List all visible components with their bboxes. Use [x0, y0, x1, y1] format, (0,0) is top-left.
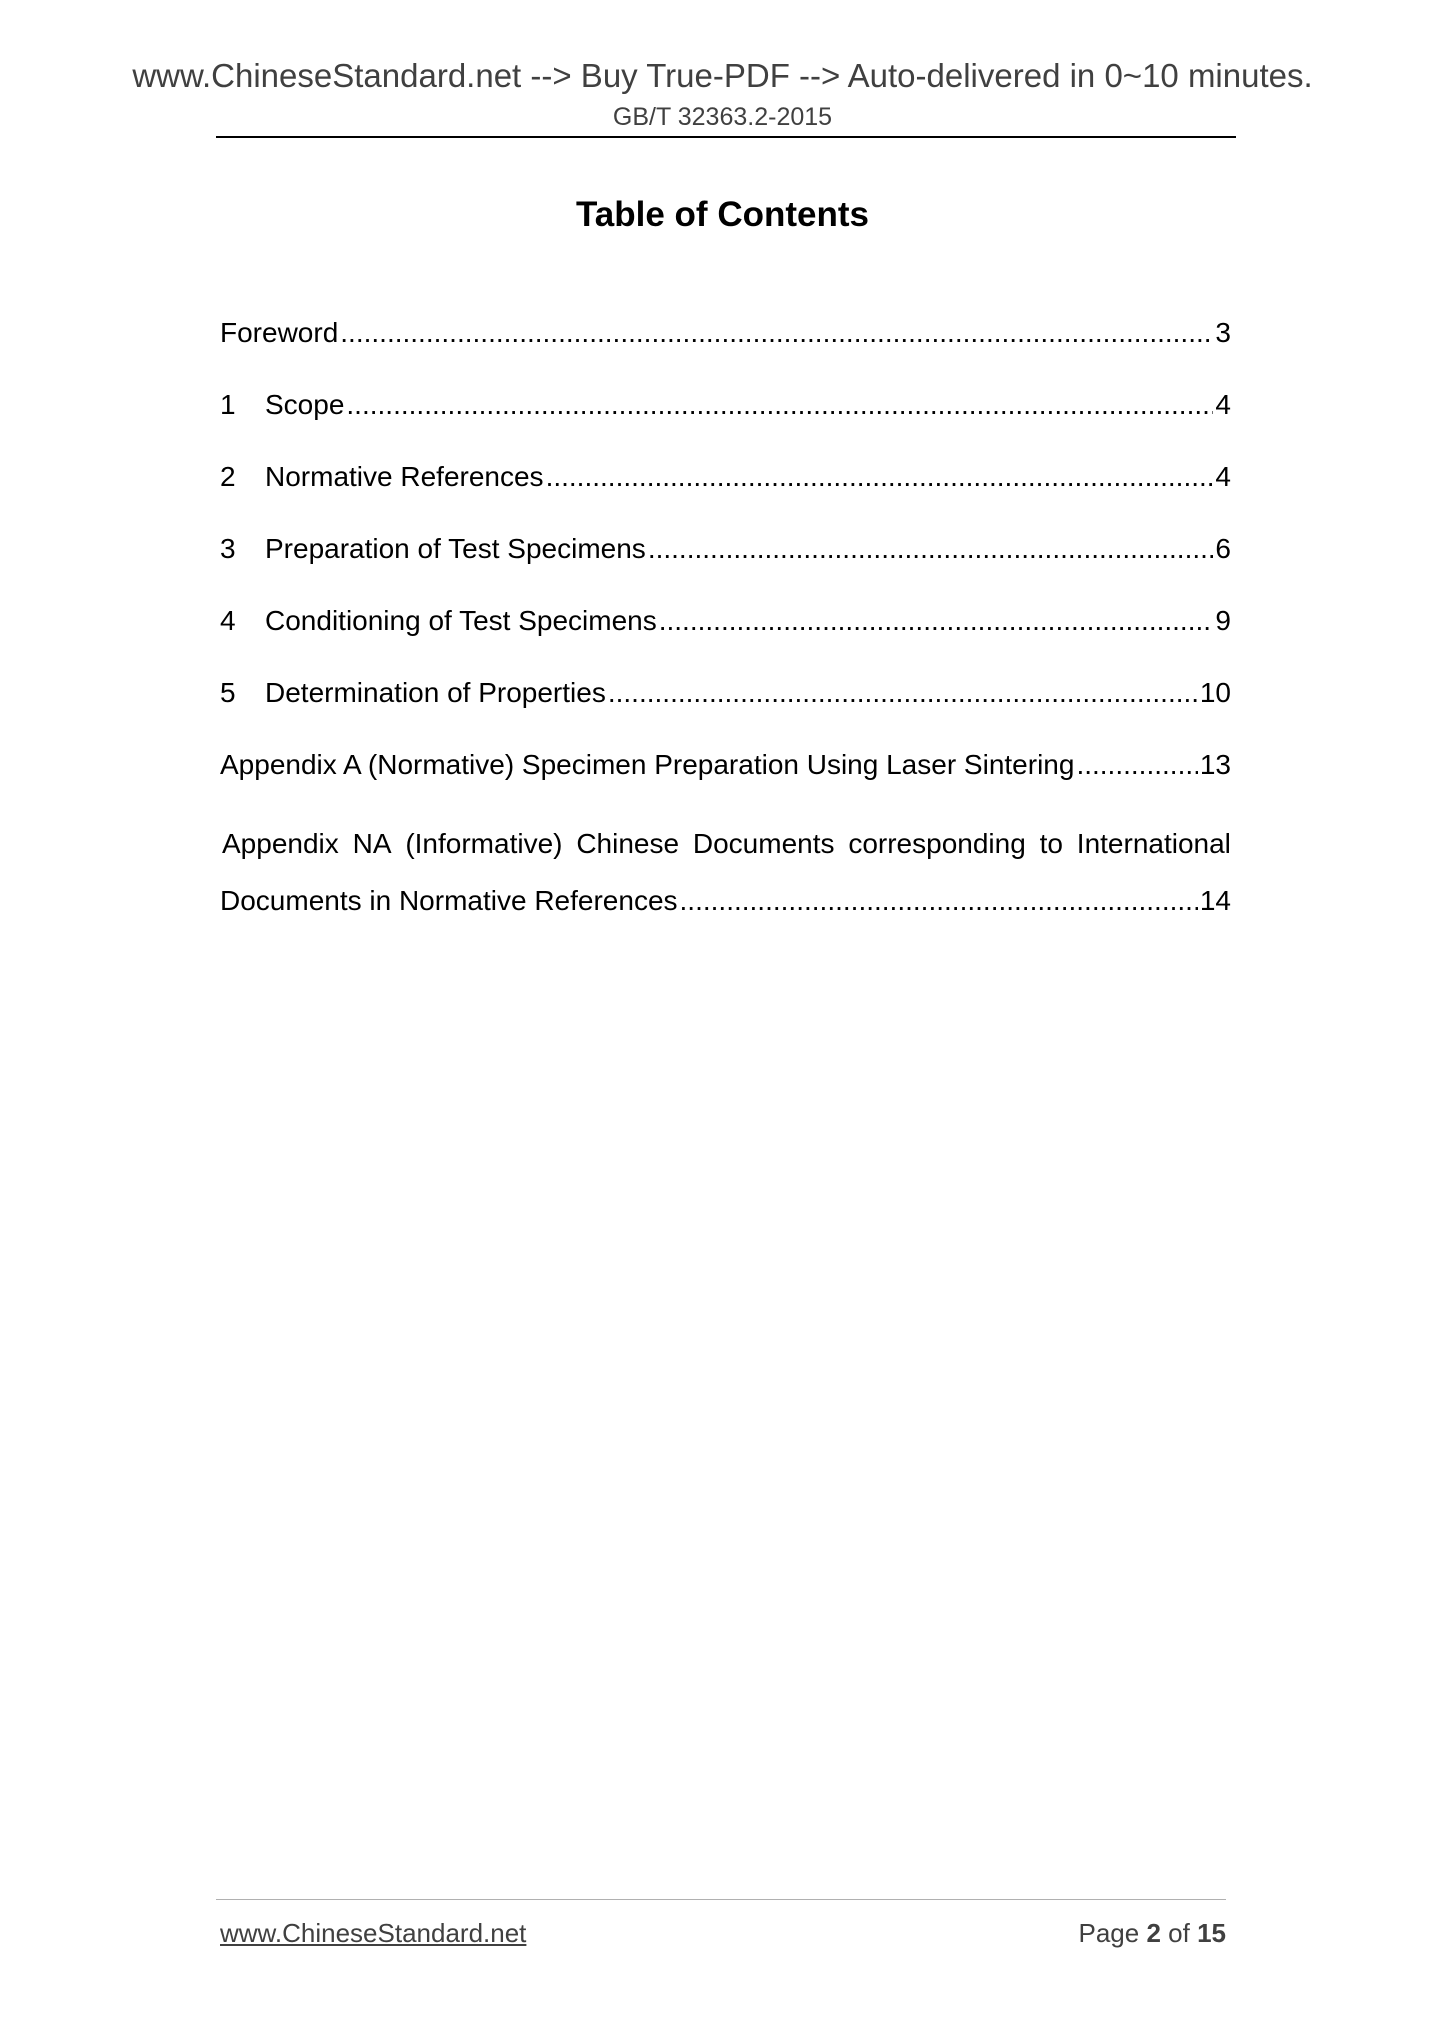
toc-dot-leader: [608, 671, 1198, 715]
toc-entry-number: 3: [220, 533, 236, 564]
toc-entry-label: Foreword: [220, 317, 339, 348]
page-of: of: [1168, 1918, 1190, 1948]
toc-word: to: [1039, 828, 1063, 859]
toc-word: NA: [352, 828, 392, 859]
toc-entry-scope[interactable]: [220, 383, 1231, 455]
toc-entry-appendix-a[interactable]: [220, 743, 1231, 815]
toc-entry-foreword[interactable]: [220, 311, 1231, 383]
toc-word: Documents: [692, 828, 835, 859]
toc-word: (Informative): [405, 828, 563, 859]
toc-dot-leader: [659, 599, 1214, 643]
toc-entry-label: Preparation of Test Specimens: [265, 533, 646, 564]
toc-entry-page: 14: [1199, 885, 1231, 916]
toc-title: Table of Contents: [576, 195, 869, 234]
toc-dot-leader: [680, 872, 1198, 929]
toc-entry-page: 9: [1215, 605, 1231, 636]
toc-entry-number: 5: [220, 677, 236, 708]
page-indicator: [1078, 1916, 1226, 1950]
page-total: 15: [1197, 1918, 1226, 1948]
footer-divider: [216, 1899, 1226, 1900]
toc-dot-leader: [1076, 743, 1197, 787]
toc-entry-label-line2: Documents in Normative References: [220, 885, 678, 916]
toc-word: Appendix: [222, 828, 339, 859]
toc-entry-number: 1: [220, 389, 236, 420]
toc-entry-label: Determination of Properties: [265, 677, 606, 708]
toc-entry-label: Normative References: [265, 461, 544, 492]
toc-entry-appendix-na[interactable]: [220, 815, 1231, 931]
header-banner: www.ChineseStandard.net --> Buy True-PDF --> Auto-delivered in 0~10 minutes.: [132, 57, 1313, 94]
toc-dot-leader: [346, 383, 1213, 427]
page-current: 2: [1146, 1918, 1161, 1948]
document-id: GB/T 32363.2-2015: [612, 103, 833, 131]
toc-word: International: [1076, 828, 1231, 859]
toc-entry-number: 2: [220, 461, 236, 492]
header-divider: [216, 136, 1236, 138]
toc-dot-leader: [648, 527, 1214, 571]
toc-word: Chinese: [576, 828, 680, 859]
toc-list: [220, 311, 1231, 931]
toc-word: corresponding: [848, 828, 1026, 859]
toc-entry-page: 10: [1199, 677, 1231, 708]
toc-entry-page: 13: [1199, 749, 1231, 780]
toc-entry-conditioning[interactable]: [220, 599, 1231, 671]
footer-site-link[interactable]: www.ChineseStandard.net: [220, 1918, 527, 1948]
toc-entry-page: 4: [1215, 389, 1231, 420]
toc-entry-label: Appendix A (Normative) Specimen Preparation Using Laser Sintering: [220, 749, 1075, 780]
toc-dot-leader: [340, 311, 1213, 355]
toc-entry-label-line1: [220, 815, 1231, 872]
toc-entry-label: Conditioning of Test Specimens: [265, 605, 657, 636]
toc-dot-leader: [546, 455, 1214, 499]
toc-entry-preparation[interactable]: [220, 527, 1231, 599]
toc-entry-normative-references[interactable]: [220, 455, 1231, 527]
page-prefix: Page: [1078, 1918, 1140, 1948]
toc-entry-number: 4: [220, 605, 236, 636]
toc-entry-page: 3: [1215, 317, 1231, 348]
toc-entry-label: Scope: [265, 389, 345, 420]
toc-entry-page: 4: [1215, 461, 1231, 492]
toc-entry-determination[interactable]: [220, 671, 1231, 743]
toc-entry-page: 6: [1215, 533, 1231, 564]
